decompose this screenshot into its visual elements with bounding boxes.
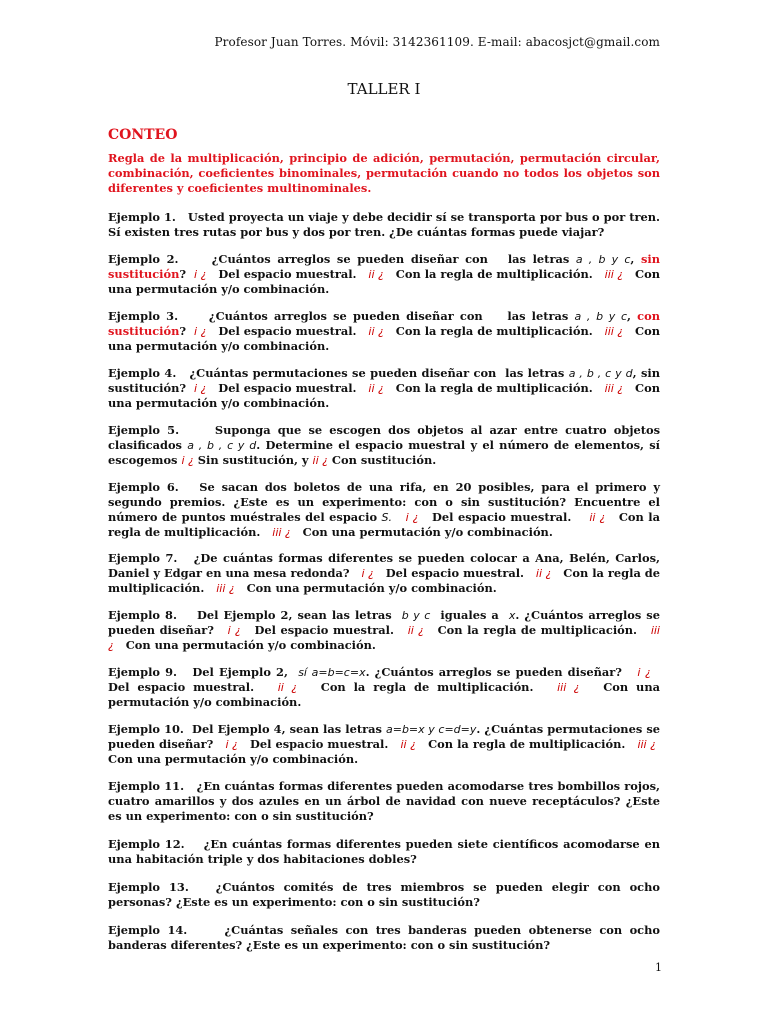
section-heading: CONTEO (108, 127, 178, 143)
example-ex1: Ejemplo 1. Usted proyecta un viaje y debe decidir sí se transporta por bus o por tren. Sí existen tres rutas por bus y dos por tren. ¿De cuántas formas puede viajar? (108, 210, 660, 239)
page-header: Profesor Juan Torres. Móvil: 3142361109. E-mail: abacosjct@gmail.com (214, 35, 660, 49)
page-title: TALLER I (347, 80, 421, 98)
example-ex3: Ejemplo 3. ¿Cuántos arreglos se pueden diseñar con las letras a , b y c, con sustitución? i ¿ Del espacio muestral. ii ¿ Con la regla de multiplicación. iii ¿ Con una permutación y/o combinación. (108, 309, 661, 353)
example-ex14: Ejemplo 14. ¿Cuántas señales con tres banderas pueden obtenerse con ocho banderas diferentes? ¿Este es un experimento: con o sin sustitución? (108, 923, 660, 952)
example-ex2: Ejemplo 2. ¿Cuántos arreglos se pueden diseñar con las letras a , b y c, sin sustitución? i ¿ Del espacio muestral. ii ¿ Con la regla de multiplicación. iii ¿ Con una permutación y/o combinación. (108, 252, 661, 296)
example-ex6: Ejemplo 6. Se sacan dos boletos de una rifa, en 20 posibles, para el primero y segundo premios. ¿Este es un experimento: con o sin sustitución? Encuentre el número de puntos muéstrales del espacio S. i ¿ Del espacio muestral. ii ¿ Con la regla de multiplicación. iii ¿ Con una permutación y/o combinación. (108, 480, 660, 539)
example-ex12: Ejemplo 12. ¿En cuántas formas diferentes pueden siete científicos acomodarse en una habitación triple y dos habitaciones dobles? (108, 837, 660, 866)
example-ex9: Ejemplo 9. Del Ejemplo 2, sí a=b=c=x. ¿Cuántos arreglos se pueden diseñar? i ¿ Del espacio muestral. ii ¿ Con la regla de multiplicación. iii ¿ Con una permutación y/o combinación. (108, 665, 660, 709)
section-intro: Regla de la multiplicación, principio de adición, permutación, permutación circular, combinación, coeficientes binominales, permutación cuando no todos los objetos son diferentes y coeficientes multinominales. (108, 151, 660, 195)
example-ex8: Ejemplo 8. Del Ejemplo 2, sean las letras b y c iguales a x. ¿Cuántos arreglos se pueden diseñar? i ¿ Del espacio muestral. ii ¿ Con la regla de multiplicación. iii ¿ Con una permutación y/o combinación. (108, 608, 660, 652)
example-ex11: Ejemplo 11. ¿En cuántas formas diferentes pueden acomodarse tres bombillos rojos, cuatro amarillos y dos azules en un árbol de navidad con nueve receptáculos? ¿Este es un experimento: con o sin sustitución? (108, 779, 660, 823)
example-ex4: Ejemplo 4. ¿Cuántas permutaciones se pueden diseñar con las letras a , b , c y d, sin sustitución? i ¿ Del espacio muestral. ii ¿ Con la regla de multiplicación. iii ¿ Con una permutación y/o combinación. (108, 366, 660, 410)
example-ex7: Ejemplo 7. ¿De cuántas formas diferentes se pueden colocar a Ana, Belén, Carlos, Daniel y Edgar en una mesa redonda? i ¿ Del espacio muestral. ii ¿ Con la regla de multiplicación. iii ¿ Con una permutación y/o combinación. (108, 551, 661, 595)
page-number: 1 (655, 961, 662, 974)
example-ex10: Ejemplo 10. Del Ejemplo 4, sean las letras a=b=x y c=d=y. ¿Cuántas permutaciones se pueden diseñar? i ¿ Del espacio muestral. ii ¿ Con la regla de multiplicación. iii ¿ Con una permutación y/o combinación. (108, 722, 660, 766)
example-ex13: Ejemplo 13. ¿Cuántos comités de tres miembros se pueden elegir con ocho personas? ¿Este es un experimento: con o sin sustitución? (108, 880, 660, 909)
example-ex5: Ejemplo 5. Suponga que se escogen dos objetos al azar entre cuatro objetos clasificados a , b , c y d. Determine el espacio muestral y el número de elementos, sí escogemos i ¿ Sin sustitución, y ii ¿ Con sustitución. (108, 423, 660, 467)
